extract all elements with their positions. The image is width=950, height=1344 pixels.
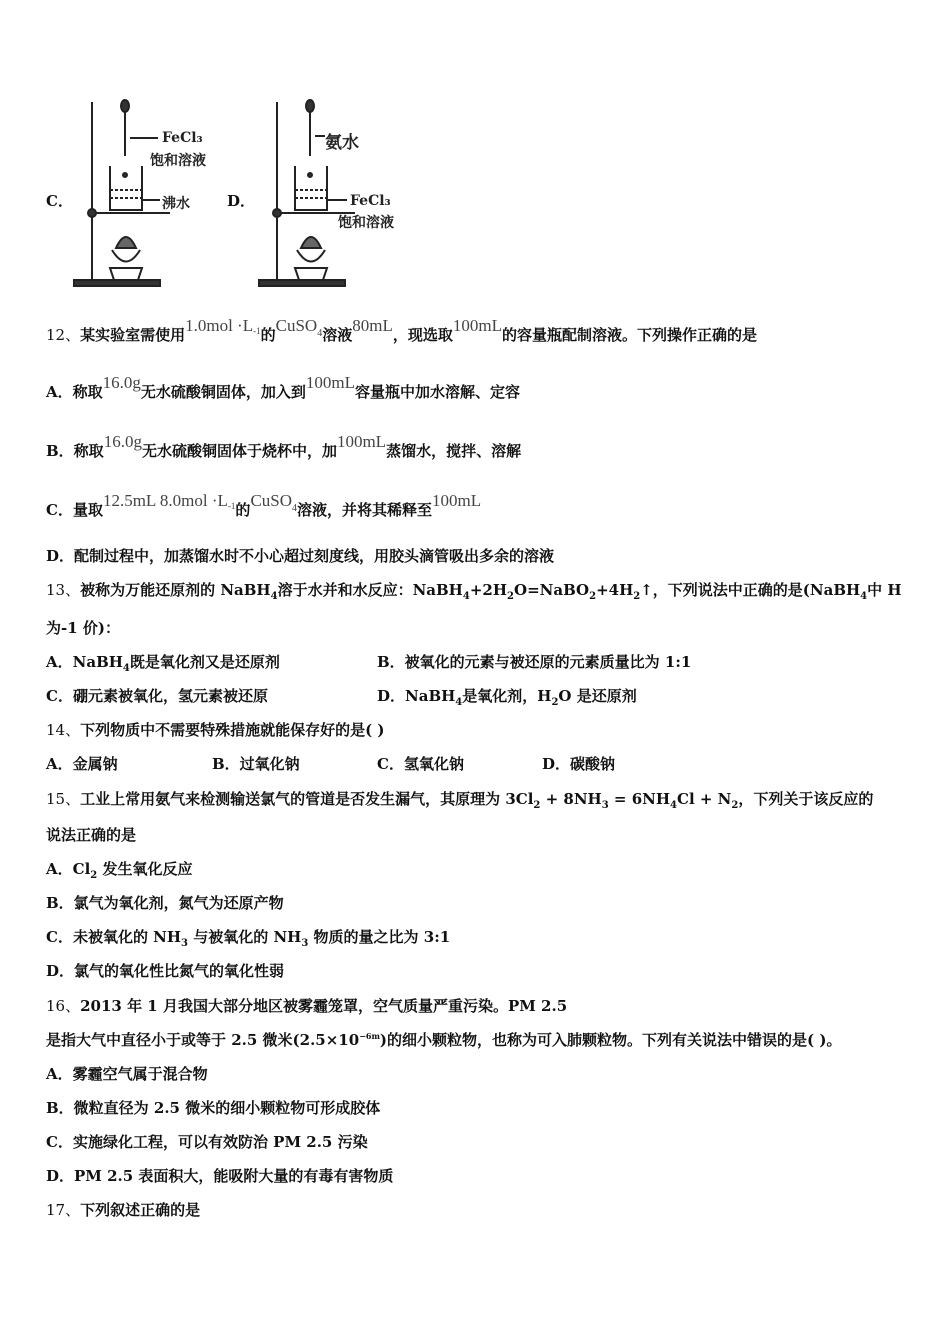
q14-option-a: A．金属钠 [46,755,118,773]
apparatus-c-top-reagent-2: 饱和溶液 [150,153,206,169]
apparatus-d-top-reagent: 氨水 [325,133,359,153]
q15-stem-line1: 15、工业上常用氨气来检测输送氯气的管道是否发生漏气，其原理为 $3Cl_2 + 8NH_3 = 6NH_4Cl + N_2$，下列关于该反应的 [46,790,874,811]
q12-option-d: D．配制过程中，加蒸馏水时不小心超过刻度线，用胶头滴管吸出多余的溶液 [46,547,555,565]
figure-option-c-label: C． [46,192,73,210]
q12-option-b: B．称取16.0g无水硫酸铜固体于烧杯中，加100mL蒸馏水，搅拌、溶解 [46,432,522,460]
q13-stem-line1: 13、被称为万能还原剂的 NaBH$_4$溶于水并和水反应：$NaBH_4+2H_2O=NaBO_2+4H_2↑$，下列说法中正确的是(NaBH$_4$中 H [46,581,902,602]
apparatus-c-bottom-label: 沸水 [162,196,190,212]
q15-option-d: D．氯气的氧化性比氮气的氧化性弱 [46,962,285,980]
q15-option-a: A．$Cl_2$ 发生氧化反应 [46,860,193,881]
q12-option-c: C．量取12.5mL $8.0mol \cdot L^{-1}$的CuSO$^4$溶液，并将其稀释至100mL [46,491,482,519]
q16-option-a: A．雾霾空气属于混合物 [46,1065,208,1083]
apparatus-c-top-reagent: FeCl₃ [162,130,203,146]
q13-option-c: C．硼元素被氧化，氢元素被还原 [46,687,268,705]
q16-stem-line2: 是指大气中直径小于或等于 2.5 微米$(2.5\times 10^{-6m})$的细小颗粒物，也称为可入肺颗粒物。下列有关说法中错误的是( )。 [46,1031,842,1049]
q16-option-c: C．实施绿化工程，可以有效防治 PM 2.5 污染 [46,1133,368,1151]
figure-option-d-label: D． [227,192,256,210]
q13-option-a: A．NaBH$_4$既是氧化剂又是还原剂 [46,653,280,674]
apparatus-d-drawing [255,98,435,290]
q13-option-b: B．被氧化的元素与被还原的元素质量比为 1:1 [377,653,692,671]
q12-option-a: A．称取16.0g无水硫酸铜固体，加入到100mL容量瓶中加水溶解、定容 [46,373,521,401]
q12-stem: 12、某实验室需使用$1.0mol \cdot L^{-1}$的CuSO$^4$溶液80mL，现选取100mL的容量瓶配制溶液。下列操作正确的是 [46,316,757,344]
q13-option-d: D．NaBH$_4$是氧化剂，$H_2O$ 是还原剂 [377,687,637,708]
q15-option-c: C．未被氧化的 $NH_3$ 与被氧化的 $NH_3$ 物质的量之比为 3:1 [46,928,451,949]
q15-stem-line2: 说法正确的是 [46,826,137,844]
q16-option-b: B．微粒直径为 2.5 微米的细小颗粒物可形成胶体 [46,1099,381,1117]
q14-stem: 14、下列物质中不需要特殊措施就能保存好的是( ) [46,721,385,739]
q17-stem: 17、下列叙述正确的是 [46,1201,201,1219]
apparatus-d-bottom-reagent: FeCl₃ [350,193,391,209]
q14-option-b: B．过氧化钠 [212,755,300,773]
q16-stem-line1: 16、2013 年 1 月我国大部分地区被雾霾笼罩，空气质量严重污染。PM 2.5 [46,997,568,1015]
q13-stem-line2: 为-1 价)： [46,619,120,637]
q14-option-c: C．氢氧化钠 [377,755,464,773]
q15-option-b: B．氯气为氧化剂，氮气为还原产物 [46,894,284,912]
apparatus-c-drawing [70,98,250,290]
q14-option-d: D．碳酸钠 [542,755,616,773]
apparatus-d-bottom-reagent-2: 饱和溶液 [338,215,394,231]
q16-option-d: D．PM 2.5 表面积大，能吸附大量的有毒有害物质 [46,1167,394,1185]
